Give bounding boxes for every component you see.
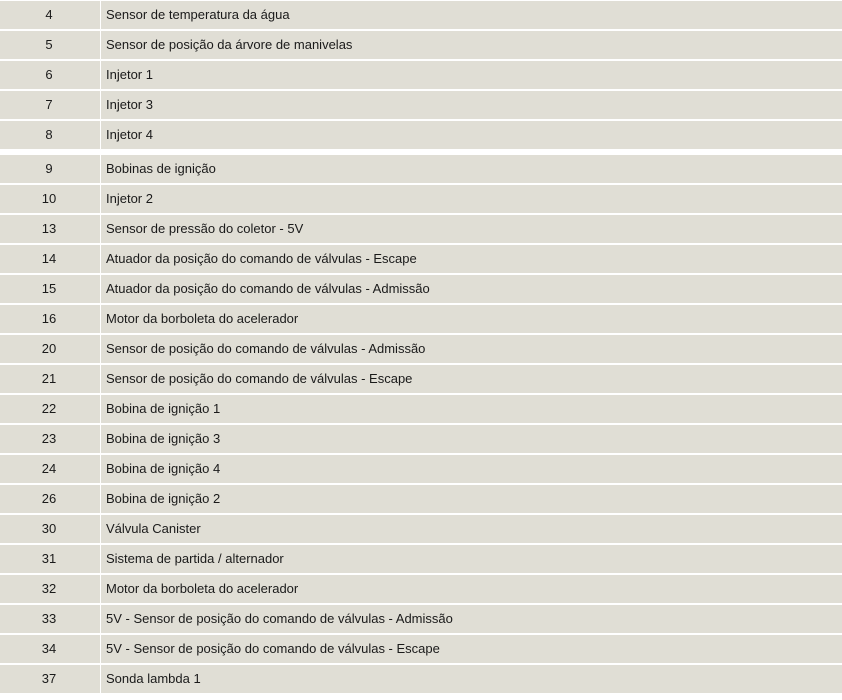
pin-number-cell: 22	[41, 401, 57, 416]
table-row	[0, 455, 842, 483]
table-row	[0, 275, 842, 303]
pin-description-cell: Atuador da posição do comando de válvulas - Escape	[100, 245, 842, 273]
pin-description-cell: Bobina de ignição 2	[100, 485, 842, 513]
table-row	[0, 515, 842, 543]
table-row	[0, 665, 842, 693]
pin-description-cell: Sensor de posição do comando de válvulas - Escape	[100, 365, 842, 393]
pin-number-cell: 13	[41, 221, 57, 236]
pin-description-cell: Motor da borboleta do acelerador	[100, 575, 842, 603]
pin-number-cell: 26	[41, 491, 57, 506]
pin-description-cell: Bobinas de ignição	[100, 155, 842, 183]
pin-description-cell: Sensor de temperatura da água	[100, 1, 842, 29]
table-row	[0, 61, 842, 89]
pin-number-cell: 31	[41, 551, 57, 566]
pin-number-cell: 23	[41, 431, 57, 446]
pin-description-cell: Sistema de partida / alternador	[100, 545, 842, 573]
pin-number-cell: 24	[41, 461, 57, 476]
pin-number-cell: 30	[41, 521, 57, 536]
pin-description-cell: Injetor 4	[100, 121, 842, 149]
table-row	[0, 1, 842, 29]
pin-number-cell: 5	[45, 37, 53, 52]
table-row	[0, 545, 842, 573]
pin-number-cell: 16	[41, 311, 57, 326]
pin-description-cell: Sensor de pressão do coletor - 5V	[100, 215, 842, 243]
pin-description-cell: Válvula Canister	[100, 515, 842, 543]
table-row	[0, 155, 842, 183]
table-row	[0, 185, 842, 213]
pin-number-cell: 32	[41, 581, 57, 596]
table-row	[0, 365, 842, 393]
pin-description-cell: 5V - Sensor de posição do comando de válvulas - Admissão	[100, 605, 842, 633]
pin-number-cell: 8	[45, 127, 53, 142]
pin-description-cell: Sensor de posição do comando de válvulas - Admissão	[100, 335, 842, 363]
table-row	[0, 485, 842, 513]
pin-description-cell: Bobina de ignição 1	[100, 395, 842, 423]
table-row	[0, 335, 842, 363]
pin-number-cell: 15	[41, 281, 57, 296]
table-row	[0, 425, 842, 453]
pin-number-cell: 34	[41, 641, 57, 656]
table-row	[0, 635, 842, 663]
table-row	[0, 575, 842, 603]
pin-number-cell: 14	[41, 251, 57, 266]
pin-description-cell: Injetor 1	[100, 61, 842, 89]
pin-description-cell: Sonda lambda 1	[100, 665, 842, 693]
table-row	[0, 215, 842, 243]
table-row	[0, 91, 842, 119]
pin-description-cell: Bobina de ignição 4	[100, 455, 842, 483]
table-row	[0, 121, 842, 149]
pin-description-cell: Atuador da posição do comando de válvulas - Admissão	[100, 275, 842, 303]
pin-description-cell: Injetor 2	[100, 185, 842, 213]
pin-number-cell: 6	[45, 67, 53, 82]
table-row	[0, 31, 842, 59]
pin-number-cell: 33	[41, 611, 57, 626]
pin-number-cell: 20	[41, 341, 57, 356]
table-row	[0, 605, 842, 633]
table-row	[0, 245, 842, 273]
table-row	[0, 395, 842, 423]
pin-description-cell: Injetor 3	[100, 91, 842, 119]
pin-number-cell: 21	[41, 371, 57, 386]
pin-description-cell: Bobina de ignição 3	[100, 425, 842, 453]
pin-description-cell: Motor da borboleta do acelerador	[100, 305, 842, 333]
pin-number-cell: 7	[45, 97, 53, 112]
pin-number-cell: 9	[45, 161, 53, 176]
pin-number-cell: 10	[41, 191, 57, 206]
pin-description-cell: Sensor de posição da árvore de manivelas	[100, 31, 842, 59]
pin-number-cell: 4	[45, 7, 53, 22]
pin-description-cell: 5V - Sensor de posição do comando de válvulas - Escape	[100, 635, 842, 663]
pin-number-cell: 37	[41, 671, 57, 686]
table-row	[0, 305, 842, 333]
